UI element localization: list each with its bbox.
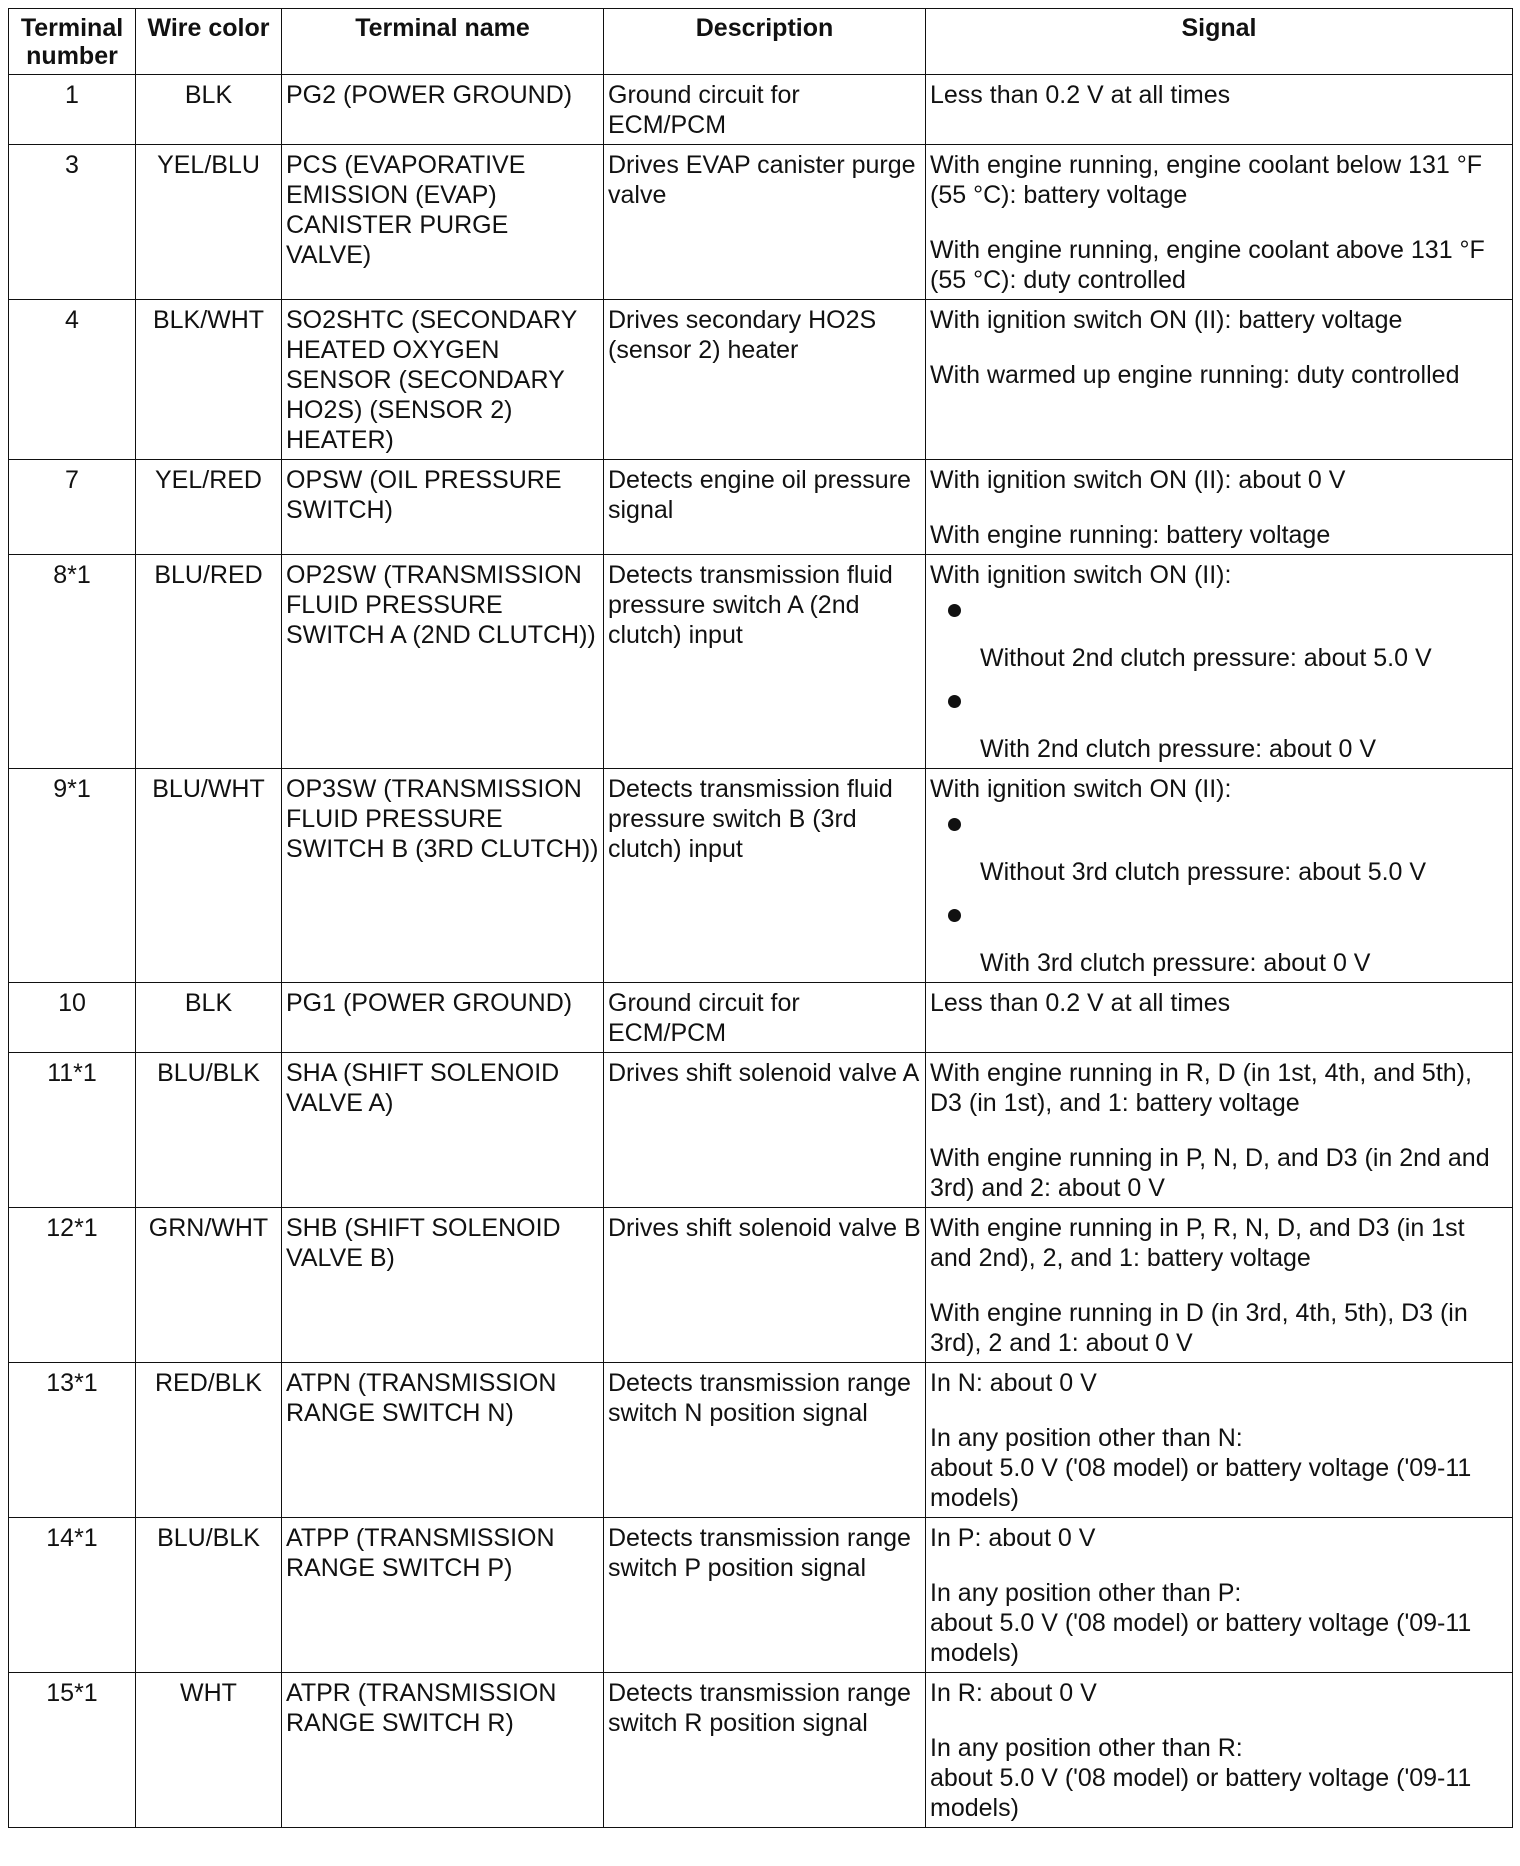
description-cell: Drives shift solenoid valve A (604, 1053, 926, 1208)
terminal-table (8, 8, 1513, 1828)
terminal-number-cell: 4 (9, 300, 136, 460)
signal-paragraph: With engine running in R, D (in 1st, 4th, and 5th), D3 (in 1st), and 1: battery voltage (930, 1059, 1472, 1117)
header-terminal-number: Terminal number (9, 9, 136, 75)
wire-color-cell: BLU/WHT (136, 769, 282, 983)
signal-cell (926, 300, 1513, 460)
terminal-name-cell: SO2SHTC (SECONDARY HEATED OXYGEN SENSOR (SECONDARY HO2S) (SENSOR 2) HEATER) (282, 300, 604, 460)
wire-color-cell: BLU/RED (136, 555, 282, 769)
table-row (9, 75, 1513, 145)
terminal-name-cell: OP3SW (TRANSMISSION FLUID PRESSURE SWITCH B (3RD CLUTCH)) (282, 769, 604, 983)
terminal-name-cell: SHB (SHIFT SOLENOID VALVE B) (282, 1208, 604, 1363)
description-cell: Detects transmission fluid pressure switch A (2nd clutch) input (604, 555, 926, 769)
signal-paragraph: With ignition switch ON (II): battery voltage (930, 306, 1403, 334)
terminal-name-cell: PG1 (POWER GROUND) (282, 983, 604, 1053)
terminal-name-cell: OPSW (OIL PRESSURE SWITCH) (282, 460, 604, 555)
table-row (9, 555, 1513, 769)
bullet-icon (948, 604, 961, 617)
bullet-icon (948, 818, 961, 831)
signal-cell (926, 555, 1513, 769)
table-row (9, 1208, 1513, 1363)
terminal-name-cell: ATPN (TRANSMISSION RANGE SWITCH N) (282, 1363, 604, 1518)
signal-cell (926, 1363, 1513, 1518)
description-cell: Drives shift solenoid valve B (604, 1208, 926, 1363)
signal-bullet-text: Without 3rd clutch pressure: about 5.0 V (980, 858, 1427, 886)
table-row (9, 983, 1513, 1053)
terminal-name-cell: OP2SW (TRANSMISSION FLUID PRESSURE SWITCH A (2ND CLUTCH)) (282, 555, 604, 769)
table-row (9, 1053, 1513, 1208)
description-cell: Detects transmission range switch P position signal (604, 1518, 926, 1673)
terminal-name-cell: ATPP (TRANSMISSION RANGE SWITCH P) (282, 1518, 604, 1673)
table-row (9, 1673, 1513, 1828)
signal-paragraph: Less than 0.2 V at all times (930, 81, 1231, 109)
signal-bullet-item (930, 909, 1508, 978)
terminal-number-cell: 11*1 (9, 1053, 136, 1208)
signal-paragraph: In R: about 0 V (930, 1679, 1097, 1707)
terminal-number-cell: 1 (9, 75, 136, 145)
signal-paragraph: With engine running: battery voltage (930, 521, 1331, 549)
signal-cell (926, 1673, 1513, 1828)
signal-cell (926, 145, 1513, 300)
bullet-icon (948, 909, 961, 922)
header-description: Description (604, 9, 926, 75)
signal-paragraph: With engine running, engine coolant below 131 °F (55 °C): battery voltage (930, 151, 1483, 209)
wire-color-cell: YEL/RED (136, 460, 282, 555)
signal-paragraph: With ignition switch ON (II): about 0 V (930, 466, 1346, 494)
table-row (9, 1518, 1513, 1673)
signal-paragraph: With warmed up engine running: duty controlled (930, 361, 1460, 389)
description-cell: Ground circuit for ECM/PCM (604, 983, 926, 1053)
wire-color-cell: GRN/WHT (136, 1208, 282, 1363)
wire-color-cell: BLK (136, 75, 282, 145)
terminal-number-cell: 7 (9, 460, 136, 555)
signal-paragraph: In any position other than R: about 5.0 V ('08 model) or battery voltage ('09-11 models) (930, 1734, 1472, 1822)
signal-cell (926, 769, 1513, 983)
signal-paragraph: In any position other than P: about 5.0 V ('08 model) or battery voltage ('09-11 models) (930, 1579, 1472, 1667)
wire-color-cell: BLU/BLK (136, 1053, 282, 1208)
signal-paragraph: In P: about 0 V (930, 1524, 1096, 1552)
signal-paragraph: In any position other than N: about 5.0 V ('08 model) or battery voltage ('09-11 models) (930, 1424, 1472, 1512)
terminal-name-cell: SHA (SHIFT SOLENOID VALVE A) (282, 1053, 604, 1208)
terminal-name-cell: PCS (EVAPORATIVE EMISSION (EVAP) CANISTER PURGE VALVE) (282, 145, 604, 300)
signal-paragraph: Less than 0.2 V at all times (930, 989, 1231, 1017)
description-cell: Detects engine oil pressure signal (604, 460, 926, 555)
signal-cell (926, 983, 1513, 1053)
signal-bullet-item (930, 818, 1508, 887)
signal-paragraph: With engine running in D (in 3rd, 4th, 5th), D3 (in 3rd), 2 and 1: about 0 V (930, 1299, 1468, 1357)
terminal-number-cell: 9*1 (9, 769, 136, 983)
terminal-number-cell: 15*1 (9, 1673, 136, 1828)
terminal-number-cell: 3 (9, 145, 136, 300)
terminal-number-cell: 8*1 (9, 555, 136, 769)
signal-bullet-text: Without 2nd clutch pressure: about 5.0 V (980, 644, 1432, 672)
table-row (9, 300, 1513, 460)
table-row (9, 145, 1513, 300)
description-cell: Drives EVAP canister purge valve (604, 145, 926, 300)
description-cell: Detects transmission range switch N position signal (604, 1363, 926, 1518)
signal-cell (926, 1518, 1513, 1673)
table-row (9, 460, 1513, 555)
description-cell: Drives secondary HO2S (sensor 2) heater (604, 300, 926, 460)
wire-color-cell: WHT (136, 1673, 282, 1828)
signal-cell (926, 75, 1513, 145)
signal-cell (926, 460, 1513, 555)
terminal-number-cell: 13*1 (9, 1363, 136, 1518)
signal-cell (926, 1208, 1513, 1363)
terminal-number-cell: 14*1 (9, 1518, 136, 1673)
signal-cell (926, 1053, 1513, 1208)
wire-color-cell: BLK (136, 983, 282, 1053)
wire-color-cell: BLK/WHT (136, 300, 282, 460)
table-row (9, 1363, 1513, 1518)
bullet-icon (948, 695, 961, 708)
table-body (9, 75, 1513, 1828)
signal-paragraph: In N: about 0 V (930, 1369, 1097, 1397)
signal-paragraph: With engine running in P, N, D, and D3 (in 2nd and 3rd) and 2: about 0 V (930, 1144, 1490, 1202)
terminal-number-cell: 12*1 (9, 1208, 136, 1363)
wire-color-cell: BLU/BLK (136, 1518, 282, 1673)
header-row (9, 9, 1513, 75)
terminal-name-cell: ATPR (TRANSMISSION RANGE SWITCH R) (282, 1673, 604, 1828)
terminal-number-cell: 10 (9, 983, 136, 1053)
terminal-name-cell: PG2 (POWER GROUND) (282, 75, 604, 145)
wire-color-cell: RED/BLK (136, 1363, 282, 1518)
signal-bullet-item (930, 695, 1508, 764)
header-signal: Signal (926, 9, 1513, 75)
signal-paragraph: With ignition switch ON (II): (930, 561, 1232, 589)
signal-paragraph: With engine running in P, R, N, D, and D3 (in 1st and 2nd), 2, and 1: battery voltage (930, 1214, 1465, 1272)
description-cell: Detects transmission fluid pressure switch B (3rd clutch) input (604, 769, 926, 983)
signal-bullet-text: With 2nd clutch pressure: about 0 V (980, 735, 1377, 763)
signal-bullet-text: With 3rd clutch pressure: about 0 V (980, 949, 1371, 977)
description-cell: Ground circuit for ECM/PCM (604, 75, 926, 145)
description-cell: Detects transmission range switch R position signal (604, 1673, 926, 1828)
wire-color-cell: YEL/BLU (136, 145, 282, 300)
signal-bullet-item (930, 604, 1508, 673)
signal-paragraph: With engine running, engine coolant above 131 °F (55 °C): duty controlled (930, 236, 1485, 294)
table-row (9, 769, 1513, 983)
header-terminal-name: Terminal name (282, 9, 604, 75)
header-wire-color: Wire color (136, 9, 282, 75)
signal-paragraph: With ignition switch ON (II): (930, 775, 1232, 803)
